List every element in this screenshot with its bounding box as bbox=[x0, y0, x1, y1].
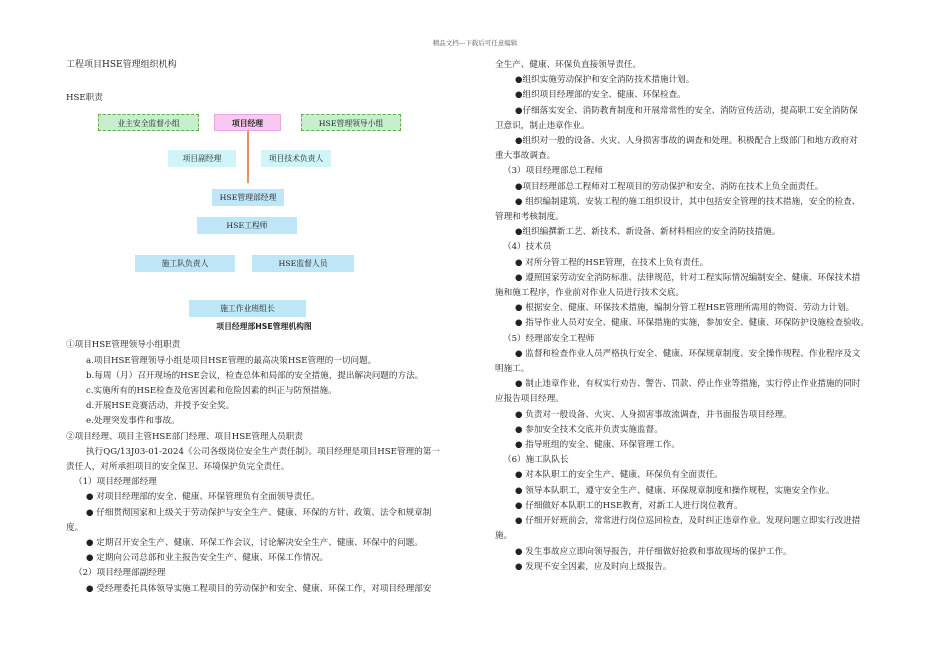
org-connector-line bbox=[247, 131, 249, 183]
text-line: ②项目经理、项目主管HSE部门经理、项目HSE管理人员职责 bbox=[66, 431, 303, 442]
text-line: ● 发生事故应立即向领导报告，并仔细做好抢救和事故现场的保护工作。 bbox=[515, 546, 792, 557]
org-box-deputy-manager: 项目副经理 bbox=[168, 150, 236, 167]
text-line: ● 对项目经理部的安全、健康、环保管理负有全面领导责任。 bbox=[86, 492, 320, 503]
text-line: ● 指导作业人员对安全、健康、环保措施的实施，参加安全、健康、环保防护设施检查验收。 bbox=[515, 318, 869, 329]
text-line: ● 根据安全、健康、环保技术措施，编制分管工程HSE管理所需用的物资、劳动力计划。 bbox=[515, 303, 855, 314]
text-line: ● 仔细做好本队职工的HSE教育，对新工人进行岗位教育。 bbox=[515, 500, 743, 511]
text-line: ● 负责对一般设备、火灾、人身损害事故流调查，并书面报告项目经理。 bbox=[515, 409, 792, 420]
text-line: ● 监督和检查作业人员严格执行安全、健康、环保规章制度、安全操作规程、作业程序及文 bbox=[515, 348, 861, 359]
org-chart bbox=[66, 109, 476, 335]
text-line: ● 对所分管工程的HSE管理，在技术上负有责任。 bbox=[515, 257, 709, 268]
text-line: ● 组织编制建筑、安装工程的施工组织设计，其中包括安全管理的技术措施，安全的检查、 bbox=[515, 196, 861, 207]
text-line: ● 领导本队职工，遵守安全生产、健康、环保规章制度和操作规程，实施安全作业。 bbox=[515, 485, 835, 496]
org-chart-caption: 项目经理部HSE管理机构图 bbox=[216, 322, 312, 332]
text-line: e.处理突发事件和事故。 bbox=[86, 416, 180, 427]
text-line: 执行QG/13J03-01-2024《公司各级岗位安全生产责任制》。项目经理是项目HSE管理的第一 bbox=[86, 446, 440, 457]
text-line: b.每周（月）召开现场的HSE会议，检查总体和局部的安全措施，提出解决问题的方法。 bbox=[86, 370, 424, 381]
text-line: ● 指导班组的安全、健康、环保管理工作。 bbox=[515, 440, 680, 451]
text-line: （5）经理部安全工程师 bbox=[503, 333, 595, 344]
org-box-hse-engineer: HSE工程师 bbox=[197, 217, 297, 234]
text-line: 施。 bbox=[495, 531, 513, 542]
text-line: a.项目HSE管理领导小组是项目HSE管理的最高决策HSE管理的一切问题。 bbox=[86, 355, 377, 366]
org-box-hse-supervisor: HSE监督人员 bbox=[252, 255, 354, 272]
text-line: ●组织对一般的设备、火灾、人身损害事故的调查和处理。积极配合上级部门和地方政府对 bbox=[515, 136, 858, 147]
right-text-body bbox=[495, 58, 875, 575]
document-title: 工程项目HSE管理组织机构 bbox=[66, 60, 177, 70]
text-line: （2）项目经理部副经理 bbox=[74, 568, 166, 579]
text-line: ●组织编撰新工艺、新技术、新设备、新材料相应的安全消防技措施。 bbox=[515, 227, 781, 238]
org-box-tech-lead: 项目技术负责人 bbox=[261, 150, 331, 167]
org-box-team-lead: 施工队负责人 bbox=[135, 255, 235, 272]
org-box-project-manager: 项目经理 bbox=[214, 114, 281, 131]
text-line: 度。 bbox=[66, 522, 84, 533]
text-line: ● 定期向公司总部和业主报告安全生产、健康、环保工作情况。 bbox=[86, 553, 329, 564]
org-box-owner-group: 业主安全监督小组 bbox=[98, 114, 199, 131]
text-line: 重大事故调查。 bbox=[495, 151, 556, 162]
text-line: 施和施工程序，作业前对作业人员进行技术交底。 bbox=[495, 288, 685, 299]
text-line: （6）施工队队长 bbox=[503, 455, 569, 466]
text-line: ● 仔细贯彻国家和上级关于劳动保护与安全生产、健康、环保的方针、政策、法令和规章制 bbox=[86, 507, 432, 518]
left-text-body bbox=[66, 338, 476, 596]
text-line: ● 仔细开好班前会，常常进行岗位巡回检查，及时纠正违章作业。发现问题立即实行改进措 bbox=[515, 516, 861, 527]
text-line: ● 遵照国家劳动安全消防标准、法律规范，针对工程实际情况编制安全、健康、环保技术措 bbox=[515, 272, 861, 283]
text-line: d.开展HSE竞赛活动，并授予安全奖。 bbox=[86, 401, 235, 412]
text-line: ● 受经理委托具体领导实施工程项目的劳动保护和安全、健康、环保工作，对项目经理部安 bbox=[86, 583, 432, 594]
text-line: 明施工。 bbox=[495, 364, 530, 375]
text-line: ● 定期召开安全生产、健康、环保工作会议，讨论解决安全生产、健康、环保中的问题。 bbox=[86, 538, 423, 549]
left-column bbox=[66, 58, 476, 597]
org-box-leader-group: HSE管理领导小组 bbox=[301, 114, 401, 131]
text-line: ● 发现不安全因素，应及时向上级报告。 bbox=[515, 561, 672, 572]
text-line: ①项目HSE管理领导小组职责 bbox=[66, 340, 181, 351]
text-line: c.实施所有的HSE检查及危害因素和危险因素的纠正与防预措施。 bbox=[86, 386, 337, 397]
text-line: 卫意识，制止违章作业。 bbox=[495, 120, 590, 131]
page-header: 精品文档---下载后可任意编辑 bbox=[432, 39, 518, 47]
text-line: ● 制止违章作业，有权实行劝告、警告、罚款、停止作业等措施，实行停止作业措施的同时 bbox=[515, 379, 861, 390]
text-line: （1）项目经理部经理 bbox=[74, 477, 157, 488]
hse-duties-label: HSE职责 bbox=[66, 93, 103, 104]
org-box-crew-lead: 施工作业班组长 bbox=[189, 300, 306, 317]
text-line: ●项目经理部总工程师对工程项目的劳动保护和安全、消防在技术上负全面责任。 bbox=[515, 181, 824, 192]
text-line: 应报告项目经理。 bbox=[495, 394, 564, 405]
text-line: ●组织项目经理部的安全、健康、环保检查。 bbox=[515, 90, 686, 101]
text-line: ● 参加安全技术交底并负责实施监督。 bbox=[515, 424, 663, 435]
text-line: ●组织实施劳动保护和安全消防技术措施计划。 bbox=[515, 75, 695, 86]
text-line: （3）项目经理部总工程师 bbox=[503, 166, 603, 177]
text-line: ● 对本队职工的安全生产、健康、环保负有全面责任。 bbox=[515, 470, 723, 481]
right-column bbox=[495, 58, 875, 575]
text-line: 责任人，对所承担项目的安全保卫、环境保护负完全责任。 bbox=[66, 462, 290, 473]
text-line: ●仔细落实安全、消防教育制度和开展常常性的安全、消防宣传活动，提高职工安全消防保 bbox=[515, 105, 858, 116]
text-line: （4）技术员 bbox=[503, 242, 552, 253]
org-box-hse-dept-manager: HSE管理部经理 bbox=[212, 189, 284, 206]
text-line: 全生产、健康、环保负直接领导责任。 bbox=[495, 60, 642, 70]
text-line: 管理和考核制度。 bbox=[495, 212, 564, 223]
